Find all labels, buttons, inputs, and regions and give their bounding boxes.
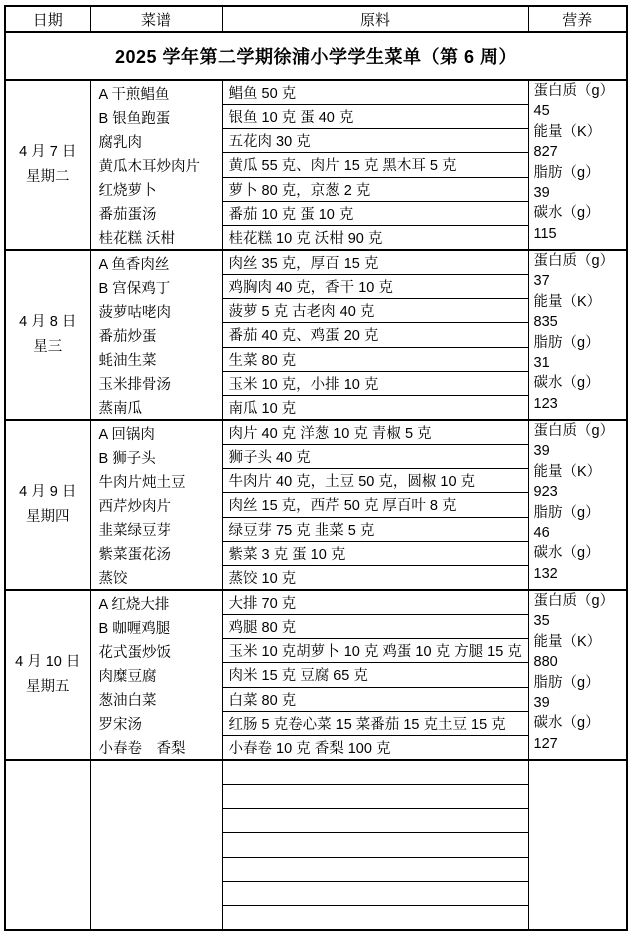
menu-cell [90, 760, 222, 930]
menu-item: B 银鱼跑蛋 [98, 110, 171, 127]
nutrition-line: 123 [533, 395, 558, 412]
day-block-friday [5, 590, 627, 760]
date-cell [5, 80, 90, 250]
nutrition-cell [528, 590, 627, 760]
date-cell [5, 760, 90, 930]
nutrition-line: 蛋白质（g） [533, 83, 615, 99]
ingredient-cell: 玉米 10 克胡萝卜 10 克 鸡蛋 10 克 方腿 15 克 [222, 639, 528, 663]
ingredient-cell: 菠萝 5 克 古老肉 40 克 [222, 299, 528, 323]
nutrition-line: 蛋白质（g） [533, 593, 615, 609]
menu-item: 罗宋汤 [98, 716, 142, 733]
ingredient-cell: 绿豆芽 75 克 韭菜 5 克 [222, 517, 528, 541]
ingredient-cell: 番茄 40 克、鸡蛋 20 克 [222, 323, 528, 347]
title-row [5, 32, 627, 80]
menu-item: 韭菜绿豆芽 [98, 522, 171, 539]
ingredient-cell [222, 760, 528, 785]
ingredient-cell [222, 809, 528, 833]
ingredient-cell: 玉米 10 克，小排 10 克 [222, 371, 528, 395]
menu-item: 番茄炒蛋 [98, 328, 157, 345]
page-title: 2025 学年第二学期徐浦小学学生菜单（第 6 周） [5, 32, 627, 80]
ingredient-cell: 肉片 40 克 洋葱 10 克 青椒 5 克 [222, 420, 528, 445]
day-block-thursday [5, 420, 627, 590]
ingredient-cell: 肉丝 35 克，厚百 15 克 [222, 250, 528, 275]
menu-item [91, 857, 222, 881]
ingredient-cell: 肉丝 15 克，西芹 50 克 厚百叶 8 克 [222, 493, 528, 517]
ingredient-cell: 肉米 15 克 豆腐 65 克 [222, 663, 528, 687]
menu-item: 葱油白菜 [98, 692, 157, 709]
menu-item: 蒸南瓜 [98, 400, 142, 417]
ingredient-cell [222, 785, 528, 809]
nutrition-line: 45 [533, 103, 550, 120]
ingredient-cell: 黄瓜 55 克、肉片 15 克 黑木耳 5 克 [222, 153, 528, 177]
ingredient-cell: 桂花糕 10 克 沃柑 90 克 [222, 225, 528, 250]
nutrition-line: 35 [533, 613, 550, 630]
ingredient-cell: 牛肉片 40 克，土豆 50 克，圆椒 10 克 [222, 469, 528, 493]
nutrition-line: 脂肪（g） [533, 504, 600, 521]
nutrition-line: 39 [533, 185, 550, 202]
ingredient-cell: 小春卷 10 克 香梨 100 克 [222, 735, 528, 760]
ingredient-cell [222, 881, 528, 905]
nutrition-line: 能量（K） [533, 633, 602, 650]
table-header [5, 6, 627, 32]
menu-cell [90, 420, 222, 590]
menu-item: 小春卷 香梨 [98, 740, 186, 757]
nutrition-line: 132 [533, 565, 558, 582]
menu-item: 菠萝咕咾肉 [98, 304, 171, 321]
ingredient-cell: 鸡胸肉 40 克，香干 10 克 [222, 275, 528, 299]
day-block-empty [5, 760, 627, 930]
menu-item: B 狮子头 [98, 450, 156, 467]
menu-item [91, 761, 222, 785]
column-header-menu: 菜谱 [90, 6, 222, 32]
menu-item: 紫菜蛋花汤 [98, 546, 171, 563]
menu-item: B 咖喱鸡腿 [98, 620, 171, 637]
nutrition-line: 46 [533, 525, 550, 542]
nutrition-line: 39 [533, 695, 550, 712]
day-block-tuesday [5, 250, 627, 420]
nutrition-line: 31 [533, 355, 550, 372]
menu-item [91, 905, 222, 929]
ingredient-cell [222, 857, 528, 881]
date-text: 4 月 7 日 [19, 144, 77, 160]
ingredient-cell: 五花肉 30 克 [222, 129, 528, 153]
menu-item: 红烧萝卜 [98, 182, 157, 199]
menu-item: 蚝油生菜 [98, 352, 157, 369]
menu-cell [90, 80, 222, 250]
menu-item [91, 881, 222, 905]
date-cell [5, 420, 90, 590]
nutrition-cell [528, 250, 627, 420]
nutrition-line: 923 [533, 484, 558, 501]
menu-item: 蒸饺 [98, 570, 128, 587]
nutrition-line: 115 [533, 225, 557, 242]
weekday-text: 星期二 [26, 169, 70, 185]
ingredient-cell: 鲳鱼 50 克 [222, 80, 528, 105]
menu-item: A 鱼香肉丝 [98, 256, 170, 273]
menu-item: B 宫保鸡丁 [98, 280, 171, 297]
menu-item: 桂花糕 沃柑 [98, 230, 176, 247]
menu-item [91, 785, 222, 809]
weekday-text: 星三 [33, 339, 63, 355]
menu-item: A 回锅肉 [98, 426, 155, 443]
menu-item: 花式蛋炒饭 [98, 644, 171, 661]
menu-item: A 红烧大排 [98, 596, 170, 613]
menu-item: 肉糜豆腐 [98, 668, 157, 685]
menu-item: 黄瓜木耳炒肉片 [98, 158, 200, 175]
ingredient-cell: 番茄 10 克 蛋 10 克 [222, 201, 528, 225]
menu-item: 玉米排骨汤 [98, 376, 171, 393]
nutrition-cell [528, 80, 627, 250]
column-header-ingredients: 原料 [222, 6, 528, 32]
nutrition-line: 碳水（g） [533, 715, 600, 732]
date-text: 4 月 10 日 [15, 654, 81, 670]
nutrition-line: 能量（K） [533, 463, 602, 480]
date-text: 4 月 9 日 [19, 484, 77, 500]
nutrition-line: 脂肪（g） [533, 674, 600, 691]
menu-cell [90, 250, 222, 420]
nutrition-line: 880 [533, 654, 558, 671]
menu-cell [90, 590, 222, 760]
nutrition-line: 能量（K） [533, 293, 602, 310]
menu-item: 腐乳肉 [98, 134, 142, 151]
ingredient-cell: 萝卜 80 克，京葱 2 克 [222, 177, 528, 201]
nutrition-line: 127 [533, 735, 558, 752]
ingredient-cell: 白菜 80 克 [222, 687, 528, 711]
date-cell [5, 590, 90, 760]
nutrition-line: 碳水（g） [533, 205, 600, 222]
ingredient-cell: 狮子头 40 克 [222, 445, 528, 469]
ingredient-cell: 银鱼 10 克 蛋 40 克 [222, 105, 528, 129]
ingredient-cell: 生菜 80 克 [222, 347, 528, 371]
nutrition-line: 37 [533, 273, 550, 290]
ingredient-cell [222, 905, 528, 930]
nutrition-line: 脂肪（g） [533, 334, 600, 351]
menu-item: 西芹炒肉片 [98, 498, 171, 515]
ingredient-cell: 红肠 5 克卷心菜 15 菜番茄 15 克土豆 15 克 [222, 711, 528, 735]
ingredient-cell: 紫菜 3 克 蛋 10 克 [222, 541, 528, 565]
nutrition-line: 碳水（g） [533, 545, 600, 562]
nutrition-line: 827 [533, 144, 558, 161]
weekday-text: 星期五 [26, 679, 70, 695]
nutrition-line: 835 [533, 314, 558, 331]
menu-item [91, 809, 222, 833]
ingredient-cell: 南瓜 10 克 [222, 395, 528, 420]
nutrition-cell [528, 420, 627, 590]
weekday-text: 星期四 [26, 509, 70, 525]
column-header-date: 日期 [5, 6, 90, 32]
nutrition-line: 蛋白质（g） [533, 423, 615, 439]
ingredient-cell: 蒸饺 10 克 [222, 565, 528, 590]
ingredient-cell [222, 833, 528, 857]
menu-table [4, 5, 628, 931]
nutrition-line: 脂肪（g） [533, 164, 600, 181]
nutrition-line: 能量（K） [533, 123, 602, 140]
date-cell [5, 250, 90, 420]
menu-item [91, 833, 222, 857]
menu-item: 牛肉片炖土豆 [98, 474, 186, 491]
day-block-monday [5, 80, 627, 250]
nutrition-line: 39 [533, 443, 550, 460]
nutrition-cell [528, 760, 627, 930]
nutrition-line: 碳水（g） [533, 375, 600, 392]
ingredient-cell: 鸡腿 80 克 [222, 615, 528, 639]
menu-item: A 干煎鲳鱼 [98, 86, 170, 103]
date-text: 4 月 8 日 [19, 314, 77, 330]
ingredient-cell: 大排 70 克 [222, 590, 528, 615]
nutrition-line: 蛋白质（g） [533, 253, 615, 269]
column-header-nutrition: 营养 [528, 6, 627, 32]
menu-item: 番茄蛋汤 [98, 206, 157, 223]
